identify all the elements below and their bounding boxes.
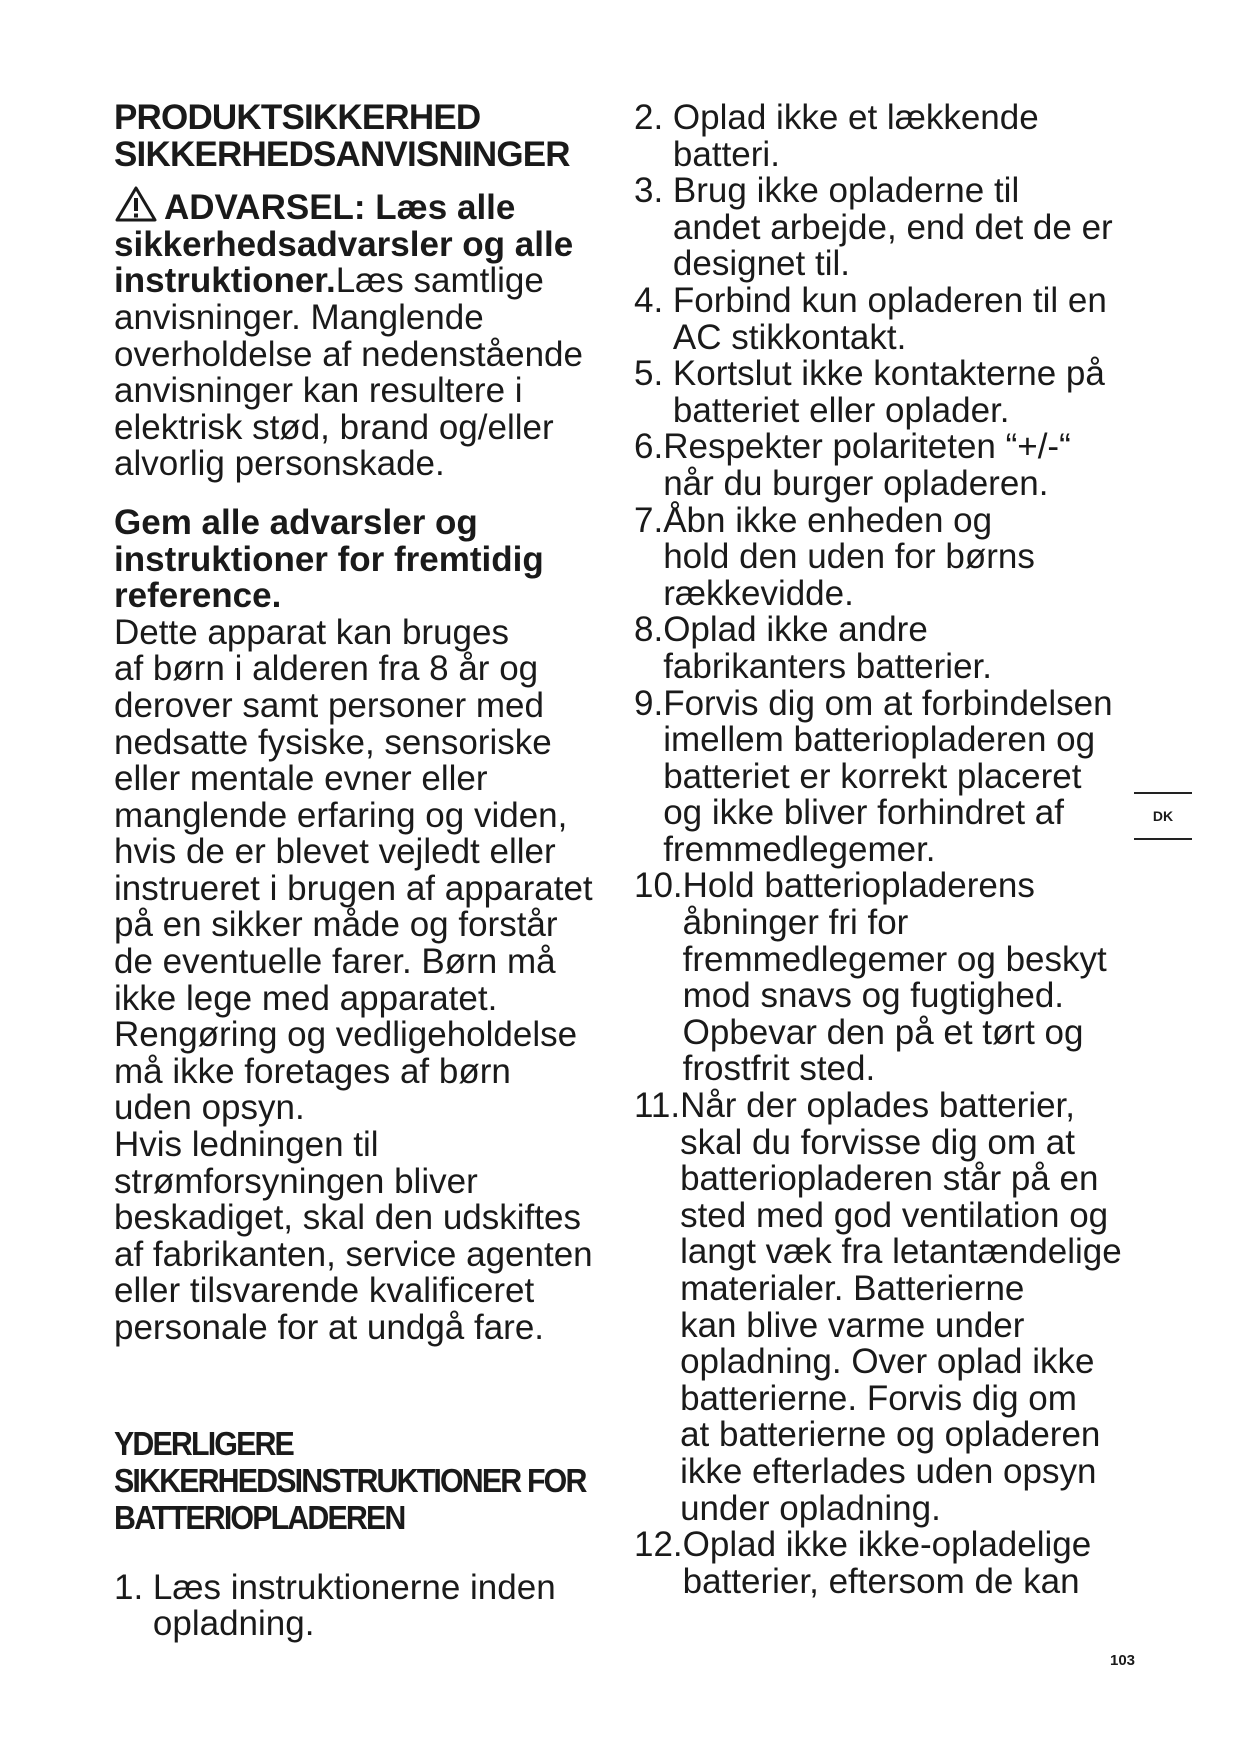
list-item-number: 4. [634, 280, 673, 320]
list-item-line: Oplad ikke ikke-opladelige [682, 1525, 1092, 1565]
list-item [634, 429, 1154, 502]
list-item-line: under opladning. [680, 1488, 941, 1528]
list-item-line: fremmedlegemer. [663, 829, 936, 869]
page-number: 103 [1110, 1652, 1136, 1669]
list-item-line: Hold batteriopladerens [682, 866, 1035, 906]
list-item-number: 7. [634, 500, 664, 540]
list-item-line: fabrikanters batterier. [663, 646, 992, 686]
list-item [634, 100, 1154, 173]
list-item-line: skal du forvisse dig om at [680, 1122, 1075, 1162]
list-item-line: rækkevidde. [663, 573, 854, 613]
list-item-line: når du burger opladeren. [663, 463, 1049, 503]
list-item-line: Opbevar den på et tørt og [682, 1012, 1084, 1052]
list-item-line: Forbind kun opladeren til en [672, 280, 1107, 320]
right-column [634, 100, 1154, 1600]
warning-block: ADVARSEL: Læs alle sikkerhedsadvarsler og alle instruktioner.Læs samtlige anvisninger. Manglende overholdelse af nedenstående anvisninger kan resultere i elektrisk stød, brand og/eller alvorlig personskade. [114, 185, 614, 483]
list-item [634, 280, 1154, 357]
list-item [634, 683, 1154, 869]
warning-lead: ADVARSEL: Læs alle [164, 188, 516, 228]
list-item [634, 500, 1154, 613]
list-item [634, 868, 1154, 1088]
list-item-number: 10. [634, 866, 683, 906]
list-item-line: Brug ikke opladerne til [672, 171, 1020, 211]
list-item-line: andet arbejde, end det de er [672, 207, 1113, 247]
list-item [634, 356, 1154, 429]
list-item-number: 9. [634, 683, 664, 723]
list-item-line: AC stikkontakt. [672, 317, 907, 357]
list-item-line: ikke efterlades uden opsyn [680, 1451, 1097, 1491]
list-item-line: batteri. [672, 134, 780, 174]
list-item-number: 8. [634, 610, 664, 650]
list-item-line: designet til. [672, 244, 850, 284]
warning-triangle-icon [114, 185, 158, 223]
list-item-line: at batterierne og opladeren [680, 1415, 1101, 1455]
list-item-line: Oplad ikke andre [663, 610, 928, 650]
list-item-line: åbninger fri for [682, 903, 909, 943]
list-item-line: Respekter polariteten “+/-“ [663, 427, 1071, 467]
instruction-list-start [114, 1567, 614, 1644]
section-heading-charger-safety: YDERLIGERE SIKKERHEDSINSTRUKTIONER FOR BATTERIOPLADEREN [114, 1424, 586, 1536]
list-item-line: kan blive varme under [680, 1305, 1025, 1345]
list-item-line: og ikke bliver forhindret af [663, 793, 1064, 833]
list-item-line: imellem batteriopladeren og [663, 720, 1096, 760]
list-item-number: 5. [634, 354, 673, 394]
list-item [634, 173, 1154, 283]
list-item-line: batteriopladeren står på en [680, 1159, 1099, 1199]
list-item-line: batterierne. Forvis dig om [680, 1378, 1077, 1418]
list-item-line: batterier, eftersom de kan [682, 1561, 1080, 1601]
list-item-number: 11. [634, 1086, 681, 1126]
list-item: 1. Læs instruktionerne inden opladning. [114, 1567, 556, 1644]
list-item-line: hold den uden for børns [663, 537, 1035, 577]
list-item-number: 6. [634, 427, 664, 467]
list-item-line: fremmedlegemer og beskyt [682, 939, 1107, 979]
left-column [114, 100, 614, 1643]
list-item-line: Når der oplades batterier, [680, 1086, 1076, 1126]
list-item-line: opladning. Over oplad ikke [680, 1342, 1095, 1382]
list-item-line: Åbn ikke enheden og [663, 500, 993, 540]
list-item-line: sted med god ventilation og [680, 1195, 1109, 1235]
language-tab: DK [1134, 792, 1192, 840]
list-item [634, 612, 1154, 685]
list-item-line: Kortslut ikke kontakterne på [672, 354, 1105, 394]
save-instructions-block: Gem alle advarsler og instruktioner for fremtidig reference. Dette apparat kan bruges af børn i alderen fra 8 år og derover samt personer med nedsatte fysiske, sensoriske eller mentale evner eller manglende erfaring og viden, hvis de er blevet vejledt eller instrueret i brugen af apparatet på en sikker måde og forstår de eventuelle farer. Børn må ikke lege med apparatet. Rengøring og vedligeholdelse må ikke foretages af børn uden opsyn. Hvis ledningen til strømforsyningen bliver beskadiget, skal den udskiftes af fabrikanten, service agenten eller tilsvarende kvalificeret personale for at undgå fare. [114, 502, 593, 1347]
list-item-number: 12. [634, 1525, 683, 1565]
list-item-number: 2. [634, 98, 673, 137]
list-item-line: Forvis dig om at forbindelsen [663, 683, 1113, 723]
list-item [634, 1088, 1154, 1527]
list-item-line: mod snavs og fugtighed. [682, 976, 1065, 1016]
list-item-line: materialer. Batterierne [680, 1269, 1025, 1308]
list-item [634, 1527, 1154, 1600]
list-item-line: langt væk fra letantændelige [680, 1232, 1122, 1272]
list-item-number: 3. [634, 171, 673, 211]
list-item-line: batteriet eller oplader. [672, 390, 1010, 430]
section-heading-product-safety: PRODUKTSIKKERHED SIKKERHEDSANVISNINGER [114, 98, 570, 174]
list-item-line: batteriet er korrekt placeret [663, 756, 1082, 796]
list-item-line: Oplad ikke et lækkende [672, 98, 1039, 137]
list-item-line: frostfrit sted. [682, 1049, 876, 1089]
